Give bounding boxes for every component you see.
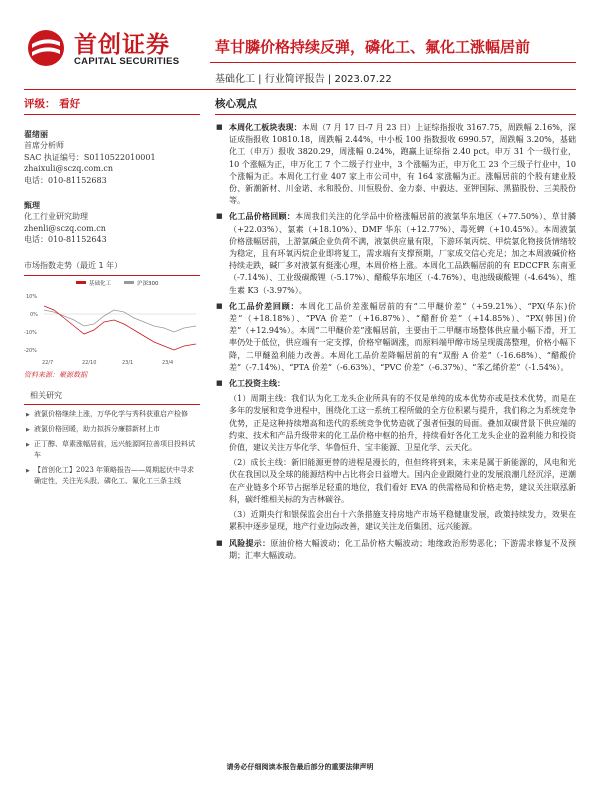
company-logo: [24, 22, 194, 78]
assistant-title: 化工行业研究助理: [24, 212, 88, 222]
core-item-lead: 本周化工板块表现：: [229, 122, 302, 132]
core-views-body: [215, 121, 576, 562]
series-line-chemical: [44, 306, 196, 350]
related-research-heading: 相关研究: [30, 390, 62, 400]
x-tick-label: 22/7: [42, 359, 54, 366]
core-item-spread-review: [215, 300, 576, 374]
related-research-divider: [24, 404, 200, 405]
left-sidebar: [24, 95, 200, 491]
capital-securities-logo-icon: [26, 28, 66, 68]
brand-name-cn: 首创证券: [74, 32, 170, 58]
y-tick-label: -10%: [24, 329, 37, 336]
main-content: [215, 95, 576, 565]
core-item-text: 本周（7 月 17 日-7 月 23 日）上证综指报收 3167.75，周跌幅 2.16%，深证成指报收 10810.18，周跌幅 2.44%，中小板 100 指数报收 6990.57，周跌幅 3.20%，基础化工（申万）报收 3820.29，周涨幅 0.24%，跑赢上证综指 2.40 pct。申万 31 个一级行业，10 个涨幅为正，申万化工 7 个二级子行业中，3 个涨幅为正，申万化工 23 个三级子行业中，10 个涨幅为正。本周化工行业 407 家上市公司中，有 164 家涨幅为正。涨幅居前的个股有建业股份、新潮新材、川金诺、永和股份、川恒股份、金力泰、中毅达、亚钾国际、黑猫股份、三美股份等。: [229, 123, 576, 206]
related-research-item[interactable]: ▶ 液氯价格回暖，助力拟拆分廉群新材上市: [24, 424, 200, 435]
y-tick-label: 0%: [30, 311, 38, 318]
risk-lead: 风险提示：: [229, 537, 271, 548]
x-tick-label: 22/10: [82, 359, 97, 366]
y-tick-label: 10%: [26, 293, 38, 300]
assistant-name: 甄理: [24, 200, 40, 211]
related-research-item[interactable]: ▶ 正丁醇、草素涨幅居前，远兴能源阿拉善项目投料试车: [24, 439, 200, 461]
core-item-text: 本周我们关注的化学品中价格涨幅居前的液氯华东地区（+77.50%）、草甘膦（+22.03%）、氯素（+18.10%）、DMF 华东（+12.77%）、毒死蜱（+10.45%）。本周液氯价格涨幅居前，上游氯碱企业负荷不满，液氯供应量有限，下游环氧丙烷、甲烷氯化物接货情绪较为稳定，且有环氧丙烷企业即将复工，需求端有支撑预期，厂家成交信心充足；加之本周液碱价格持续走跌，碱厂多对液氯有挺涨心理，本周价格上涨。本周化工品跌幅居前的有 EDCCFR 东南亚（-7.14%）、工业级碳酸锂（-5.17%）、醋酸华东地区（-4.76%）、电池级碳酸锂（-4.64%）、维生素 K3（-3.97%）。: [229, 212, 576, 295]
risk-warning: [215, 537, 576, 562]
analyst-title: 首席分析师: [24, 141, 64, 151]
report-subtitle: 基础化工 | 行业简评报告 | 2023.07.22: [215, 74, 392, 85]
x-tick-label: 23/4: [162, 359, 174, 366]
rating-label: 评级：: [24, 98, 56, 110]
market-index-chart: [24, 275, 200, 367]
subtitle-divider: [24, 89, 576, 90]
report-title: 草甘膦价格持续反弹，磷化工、氟化工涨幅居前: [215, 38, 531, 56]
analyst-sac: SAC 执证编号：S0110522010001: [24, 152, 156, 162]
core-views-divider: [215, 114, 576, 115]
core-item-lead: 化工品价格回顾：: [229, 211, 296, 222]
assistant-info: [24, 200, 200, 246]
theme-cyclical: （1）周期主线：我们认为化工龙头企业所具有的不仅是单纯的成本优势亦或是技术优势，而是在多年的发展和竞争进程中，围绕化工这一系统工程所做的全方位积累与提升，我们称之为系统竞争优势，正是这种持续增高和迭代的系统竞争优势造就了强者恒强的局面。叠加双碳背景下供应端的约束、技术和产品升级带来的化工品价格中枢的抬升，持续看好各化工龙头企业的盈利能力和投资价值，建议关注万华化学、华鲁恒升、宝丰能源、卫星化学、云天化。: [229, 394, 576, 453]
core-item-lead: 化工投资主线：: [229, 378, 285, 389]
legal-footer: 请务必仔细阅读本报告最后部分的重要法律声明: [226, 763, 374, 771]
theme-real-estate: （3）近期央行和银保监会出台十六条措施支持房地产市场平稳健康发展，政策持续发力，效果在累积中逐步显现，地产行业边际改善，建议关注龙佰集团、远兴能源。: [229, 510, 576, 532]
analyst-info: [24, 129, 200, 186]
theme-growth: （2）成长主线：新旧能源更替的进程是漫长的，但但终将到来，未来是属于新能源的，风电和光伏在我国以及全球的能源结构中占比将会日益增大。国内企业跟随行业的发展浪潮几经沉浮，逆潮在产业链多个环节占据举足轻重的地位，我们看好 EVA 的供需格局和价格走势，建议关注联泓新科，碳纤维相关标的为吉林碳谷。: [229, 458, 576, 504]
legend-swatch-chemical: [76, 281, 86, 284]
risk-text: 原油价格大幅波动；化工品价格大幅波动；地缘政治形势恶化；下游需求修复不及预期；汇率大幅波动。: [229, 538, 576, 560]
header-divider: [210, 62, 576, 63]
analyst-email[interactable]: zhaixuli@sczq.com.cn: [24, 164, 113, 174]
related-research-item[interactable]: ▶ 液氯价格继续上涨，万华化学与秀科获重启产检修: [24, 409, 200, 420]
x-tick-label: 23/1: [122, 359, 134, 366]
core-item-lead: 化工品价差回顾：: [229, 300, 300, 311]
legend-swatch-hs300: [124, 281, 134, 284]
series-line-hs300: [44, 310, 196, 332]
brand-name-en: CAPITAL SECURITIES: [74, 56, 180, 67]
rating-divider: [24, 114, 200, 115]
analyst-name: 翟绪丽: [24, 129, 48, 139]
core-views-heading: 核心观点: [215, 98, 257, 110]
assistant-phone: 电话：010-81152643: [24, 235, 107, 245]
chart-source: 资料来源：聚源数据: [24, 370, 87, 379]
legend-label-chemical: 基础化工: [89, 280, 112, 287]
core-item-price-review: [215, 210, 576, 296]
rating-value: 看好: [59, 98, 81, 110]
legend-label-hs300: 沪深300: [137, 280, 159, 287]
market-index-chart-svg: [24, 276, 200, 368]
core-item-sector-performance: [215, 121, 576, 207]
assistant-email[interactable]: zhenli@sczq.com.cn: [24, 223, 106, 233]
core-item-investment-themes: [215, 377, 576, 390]
analyst-phone: 电话：010-81152683: [24, 175, 107, 185]
core-item-text: 本周化工品价差涨幅居前的有“二甲醚价差”（+59.21%）、“PX(华东)价差”（+18.18%）、“PVA 价差”（+16.87%）、“醋酐价差”（+14.85%）、“PX(韩国)价差”（+12.94%）。本周“二甲醚价差”涨幅居前，主要由于二甲醚市场整体供应量小幅下滑，开工率仍处于低位，供应端有一定支撑，价格窄幅调涨，而原料端甲醇市场呈现震荡整理，价格小幅下降，二甲醚盈利能力改善。本周化工品价差降幅居前的有“双酚 A 价差”（-16.68%）、“醋酸价差”（-7.14%）、“PTA 价差”（-6.63%）、“PVC 价差”（-6.37%）、“苯乙烯价差”（-1.54%）。: [229, 301, 577, 372]
related-research-item[interactable]: ▶ 【首创化工】2023 年策略报告——周期起伏中寻求确定性，关注光头股、磷化工、氟化工三条主线: [24, 465, 200, 487]
market-chart-heading: 市场指数走势（最近 1 年）: [24, 260, 123, 270]
y-tick-label: -20%: [24, 347, 37, 354]
related-research-list: [24, 409, 200, 487]
rating: [24, 95, 200, 113]
